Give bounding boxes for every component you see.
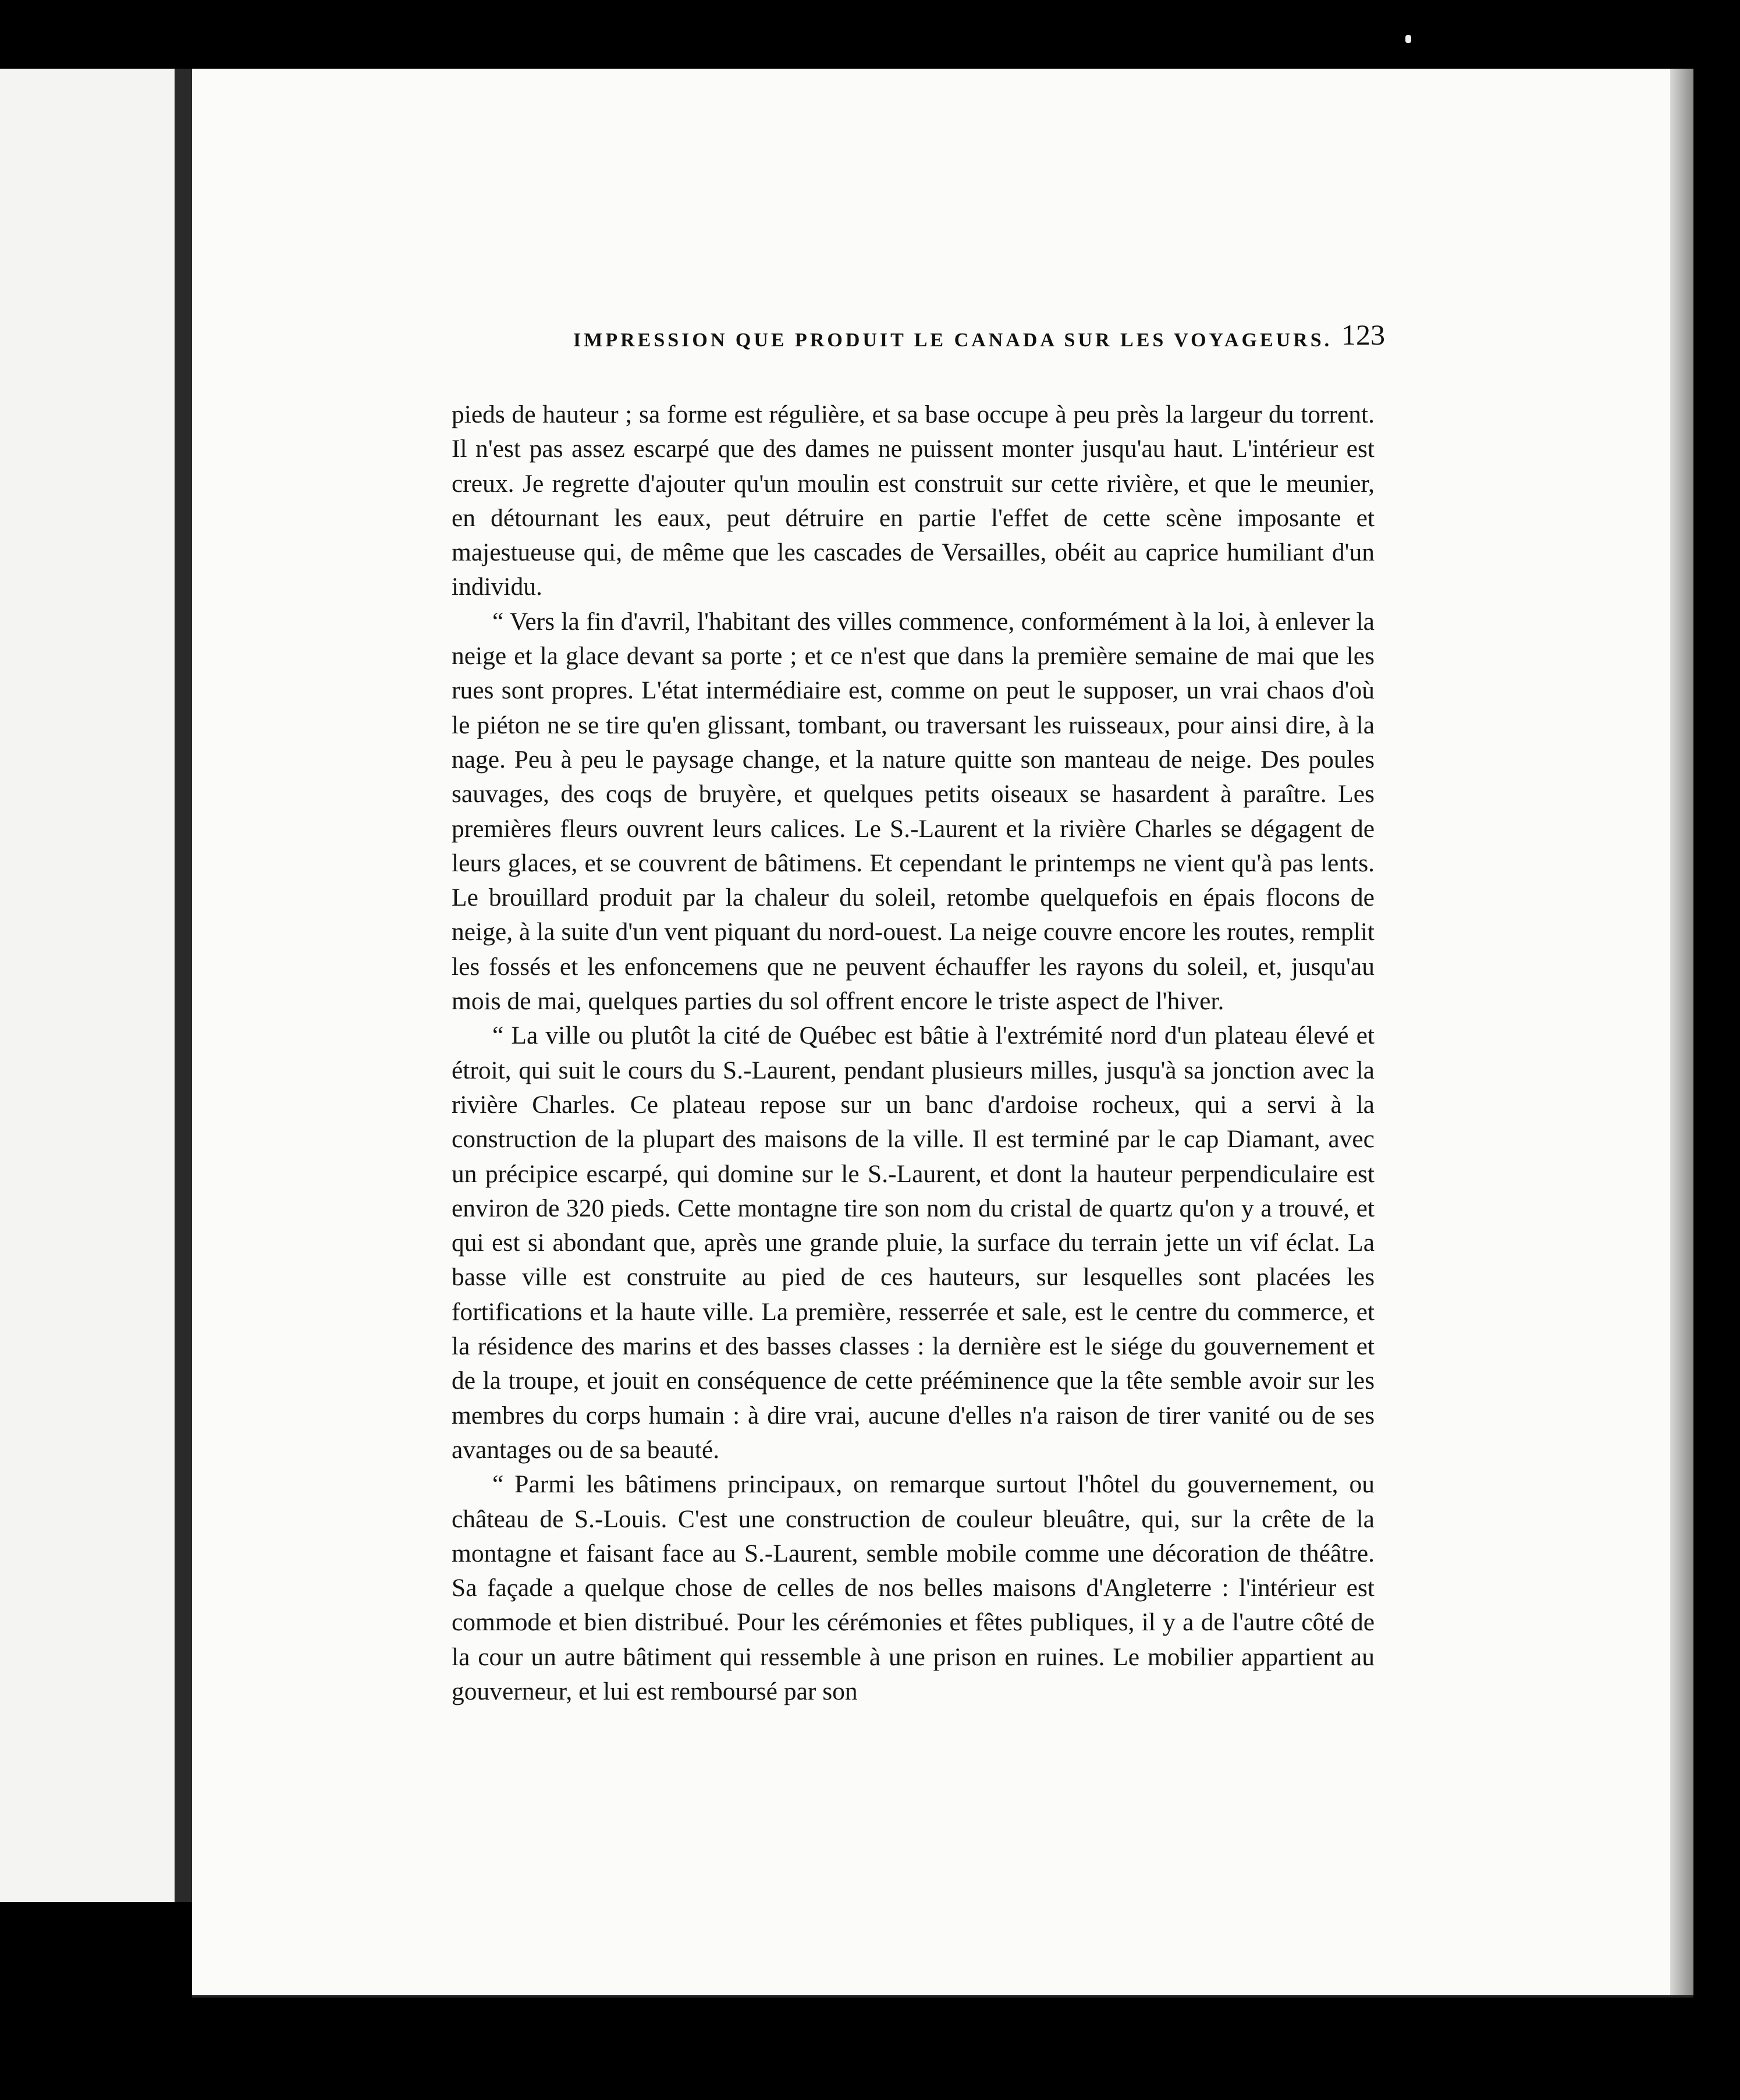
paragraph: “ Vers la fin d'avril, l'habitant des villes commence, conformément à la loi, à enlever la neige et la glace devant sa porte ; et ce n'est que dans la première semaine de mai que les rues sont propres. L'état intermédiaire est, comme on peut le supposer, un vrai chaos d'où le piéton ne se tire qu'en glissant, tombant, ou traversant les ruisseaux, pour ainsi dire, à la nage. Peu à peu le paysage change, et la nature quitte son manteau de neige. Des poules sauvages, des coqs de bruyère, et quelques petits oiseaux se hasardent à paraître. Les premières fleurs ouvrent leurs calices. Le S.-Laurent et la rivière Charles se dégagent de leurs glaces, et se couvrent de bâtimens. Et cependant le printemps ne vient qu'à pas lents. Le brouillard produit par la chaleur du soleil, retombe quelquefois en épais flocons de neige, à la suite d'un vent piquant du nord-ouest. La neige couvre encore les routes, remplit les fossés et les enfoncemens que ne peuvent échauffer les rayons du soleil, et, jusqu'au mois de mai, quelques parties du sol offrent encore le triste aspect de l'hiver. bbox=[452, 607, 1375, 1016]
paragraph: “ Parmi les bâtimens principaux, on remarque surtout l'hôtel du gouvernement, ou château de S.-Louis. C'est une construction de couleur bleuâtre, qui, sur la crête de la montagne et faisant face au S.-Laurent, semble mobile comme une décoration de théâtre. Sa façade a quelque chose de celles de nos belles maisons d'Angleterre : l'intérieur est commode et bien distribué. Pour les cérémonies et fêtes publiques, il y a de l'autre côté de la cour un autre bâtiment qui ressemble à une prison en ruines. Le mobilier appartient au gouverneur, et lui est remboursé par son bbox=[452, 1470, 1375, 1705]
paragraph: “ La ville ou plutôt la cité de Québec est bâtie à l'extrémité nord d'un plateau élevé et étroit, qui suit le cours du S.-Laurent, pendant plusieurs milles, jusqu'à sa jonction avec la rivière Charles. Ce plateau repose sur un banc d'ardoise rocheux, qui a servi à la construction de la plupart des maisons de la ville. Il est terminé par le cap Diamant, avec un précipice escarpé, qui domine sur le S.-Laurent, et dont la hauteur perpendiculaire est environ de 320 pieds. Cette montagne tire son nom du cristal de quartz qu'on y a trouvé, et qui est si abondant que, après une grande pluie, la surface du terrain jette un vif éclat. La basse ville est construite au pied de ces hauteurs, sur lesquelles sont placées les fortifications et la haute ville. La première, resserrée et sale, est le centre du commerce, et la résidence des marins et des basses classes : la dernière est le siége du gouvernement et de la troupe, et jouit en conséquence de cette prééminence que la tête semble avoir sur les membres du corps humain : à dire vrai, aucune d'elles n'a raison de tirer vanité ou de ses avantages ou de sa beauté. bbox=[452, 1021, 1375, 1464]
left-page-edge bbox=[0, 69, 178, 1902]
page-edge-shadow bbox=[1670, 69, 1693, 1995]
paragraph: pieds de hauteur ; sa forme est régulière, et sa base occupe à peu près la largeur du torrent. Il n'est pas assez escarpé que des dames ne puissent monter jusqu'au haut. L'intérieur est creux. Je regrette d'ajouter qu'un moulin est construit sur cette rivière, et que le meunier, en détournant les eaux, peut détruire en partie l'effet de cette scène imposante et majestueuse qui, de même que les cascades de Versailles, obéit au caprice humiliant d'un individu. bbox=[452, 400, 1375, 601]
book-gutter bbox=[175, 69, 192, 1902]
body-text bbox=[452, 398, 1375, 1709]
running-head: IMPRESSION QUE PRODUIT LE CANADA SUR LES VOYAGEURS. bbox=[573, 329, 1333, 351]
scan-dust-speck bbox=[1405, 35, 1411, 43]
page-number: 123 bbox=[1341, 318, 1385, 351]
